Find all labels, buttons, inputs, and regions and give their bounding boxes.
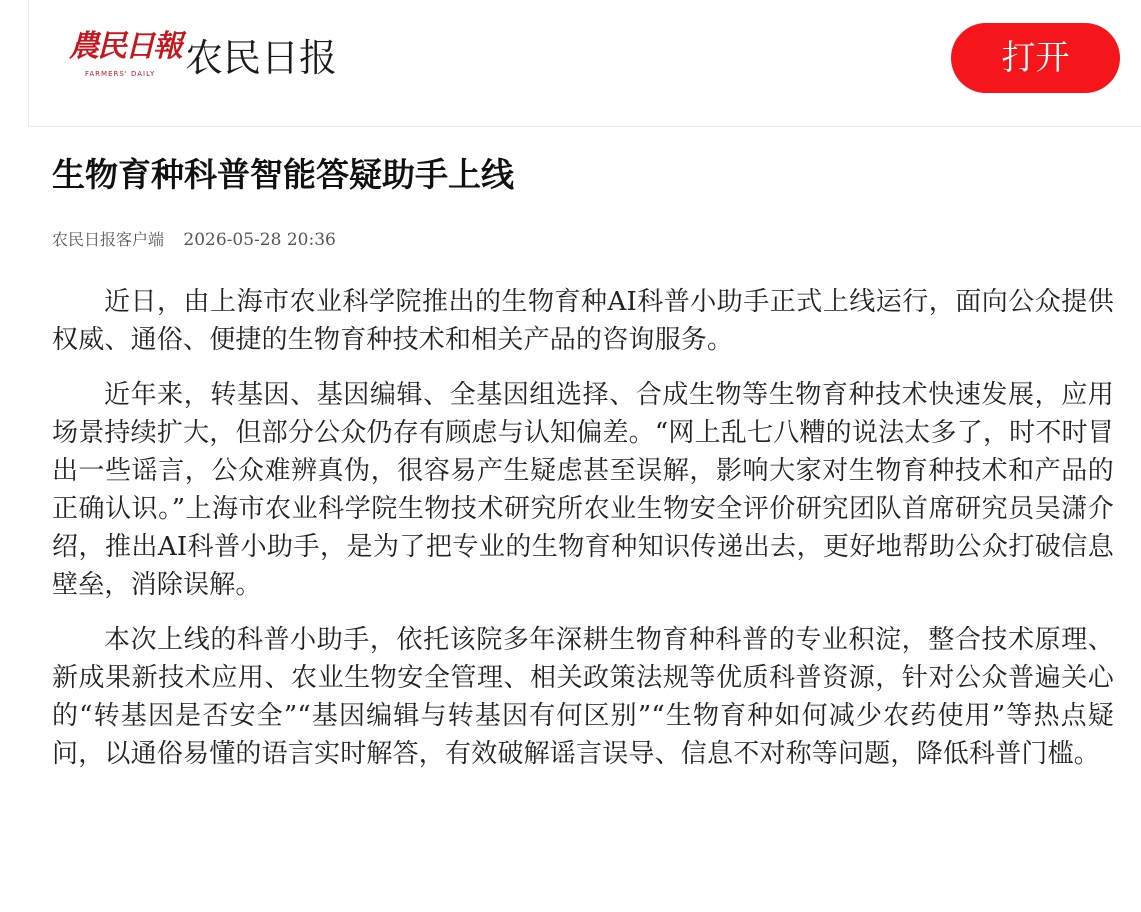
article-source: 农民日报客户端 (52, 230, 165, 249)
article-paragraph: 本次上线的科普小助手，依托该院多年深耕生物育种科普的专业积淀，整合技术原理、新成果新技术应用、农业生物安全管理、相关政策法规等优质科普资源，针对公众普遍关心的“转基因是否安全”“基因编辑与转基因有何区别”“生物育种如何减少农药使用”等热点疑问，以通俗易懂的语言实时解答，有效破解谣言误导、信息不对称等问题，降低科普门槛。 (52, 625, 1114, 769)
open-app-button[interactable]: 打开 (951, 23, 1120, 93)
article-paragraph: 近年来，转基因、基因编辑、全基因组选择、合成生物等生物育种技术快速发展，应用场景持续扩大，但部分公众仍存有顾虑与认知偏差。“网上乱七八糟的说法太多了，时不时冒出一些谣言，公众难辨真伪，很容易产生疑虑甚至误解，影响大家对生物育种技术和产品的正确认识。”上海市农业科学院生物技术研究所农业生物安全评价研究团队首席研究员吴潇介绍，推出AI科普小助手，是为了把专业的生物育种知识传递出去，更好地帮助公众打破信息壁垒，消除误解。 (52, 380, 1114, 600)
app-banner (28, 0, 1141, 127)
article-paragraph: 近日，由上海市农业科学院推出的生物育种AI科普小助手正式上线运行，面向公众提供权威、通俗、便捷的生物育种技术和相关产品的咨询服务。 (52, 287, 1114, 355)
farmers-daily-logo[interactable] (69, 29, 181, 86)
article-title: 生物育种科普智能答疑助手上线 (52, 155, 514, 194)
article-datetime: 2026-05-28 20:36 (183, 230, 336, 250)
app-name: 农民日报 (185, 36, 338, 80)
logo-english-text: FARMERS' DAILY (85, 70, 156, 78)
article-body (52, 283, 1114, 790)
logo-chinese-text: 農民日報 (69, 29, 181, 64)
article-meta (52, 228, 336, 252)
